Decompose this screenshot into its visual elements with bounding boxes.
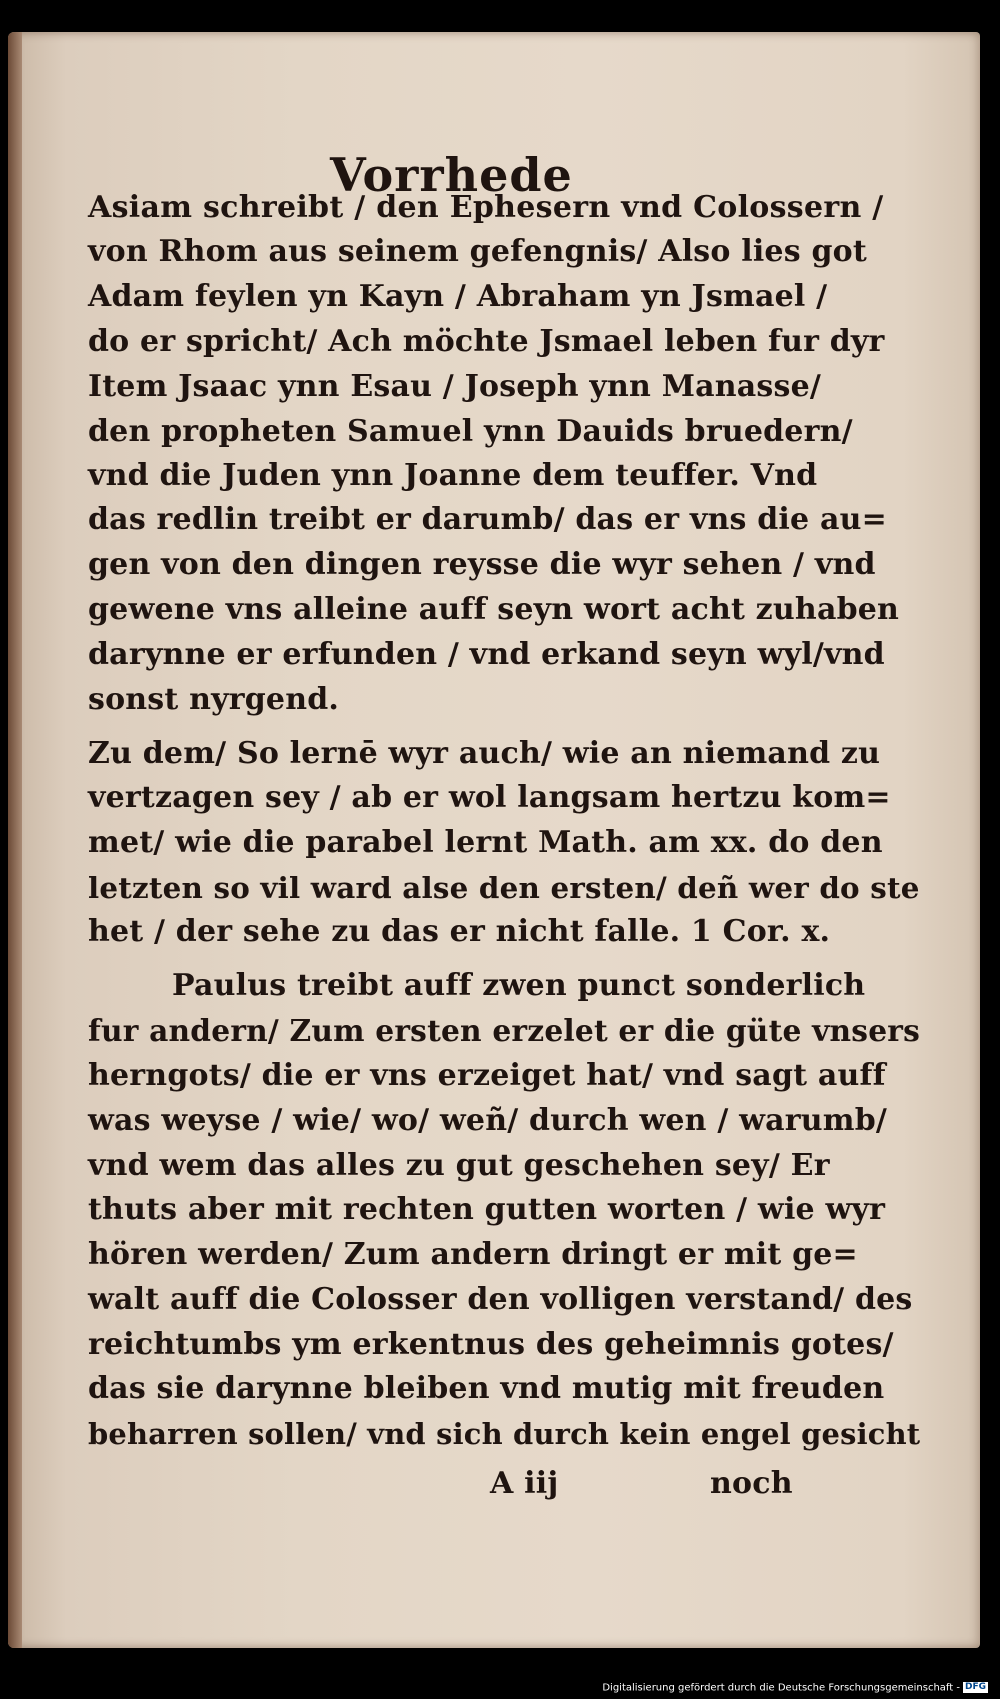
text-line: gewene vns alleine auff seyn wort acht zuhaben: [88, 592, 900, 627]
text-line: walt auff die Colosser den volligen verstand/ des: [88, 1282, 913, 1317]
text-line: gen von den dingen reysse die wyr sehen / vnd: [88, 547, 876, 582]
credit-text: Digitalisierung gefördert durch die Deutsche Forschungsgemeinschaft -: [602, 1682, 960, 1694]
text-line: Zu dem/ So lernē wyr auch/ wie an niemand zu: [88, 736, 881, 771]
text-line: reichtumbs ym erkentnus des geheimnis gotes/: [88, 1327, 894, 1362]
text-line: vertzagen sey / ab er wol langsam hertzu kom=: [88, 780, 891, 815]
text-line: thuts aber mit rechten gutten worten / wie wyr: [88, 1192, 886, 1227]
text-line: was weyse / wie/ wo/ weñ/ durch wen / warumb/: [88, 1103, 888, 1138]
text-line: hören werden/ Zum andern dringt er mit ge=: [88, 1237, 858, 1272]
running-head: Vorrhede: [330, 148, 573, 202]
text-line: Adam feylen yn Kayn / Abraham yn Jsmael /: [88, 279, 828, 314]
text-line: fur andern/ Zum ersten erzelet er die güte vnsers: [88, 1013, 921, 1048]
text-line: letzten so vil ward alse den ersten/ deñ wer do ste: [88, 870, 920, 905]
text-line: Paulus treibt auff zwen punct sonderlich: [172, 968, 866, 1003]
text-line: den propheten Samuel ynn Dauids bruedern/: [88, 414, 853, 449]
text-line: das redlin treibt er darumb/ das er vns die au=: [88, 502, 887, 537]
dfg-logo-icon: DFG: [964, 1682, 986, 1692]
signature-mark: A iij: [490, 1466, 559, 1501]
text-line: Asiam schreibt / den Ephesern vnd Colossern /: [88, 190, 884, 225]
text-line: herngots/ die er vns erzeiget hat/ vnd sagt auff: [88, 1058, 886, 1093]
digitization-credit: [602, 1682, 988, 1694]
text-line: sonst nyrgend.: [88, 682, 340, 717]
text-line: do er spricht/ Ach möchte Jsmael leben fur dyr: [88, 324, 885, 359]
text-line: vnd die Juden ynn Joanne dem teuffer. Vnd: [88, 458, 818, 493]
text-line: Item Jsaac ynn Esau / Joseph ynn Manasse/: [88, 369, 822, 404]
text-line: beharren sollen/ vnd sich durch kein engel gesicht: [88, 1417, 921, 1451]
text-line: das sie darynne bleiben vnd mutig mit freuden: [88, 1371, 885, 1406]
text-line: het / der sehe zu das er nicht falle. 1 Cor. x.: [88, 914, 831, 949]
text-line: vnd wem das alles zu gut geschehen sey/ Er: [88, 1148, 830, 1183]
text-line: met/ wie die parabel lernt Math. am xx. do den: [88, 825, 883, 860]
page-binding-edge: [8, 32, 22, 1648]
catchword: noch: [710, 1466, 793, 1501]
text-line: darynne er erfunden / vnd erkand seyn wyl/vnd: [88, 637, 885, 672]
text-line: von Rhom aus seinem gefengnis/ Also lies got: [88, 234, 867, 269]
